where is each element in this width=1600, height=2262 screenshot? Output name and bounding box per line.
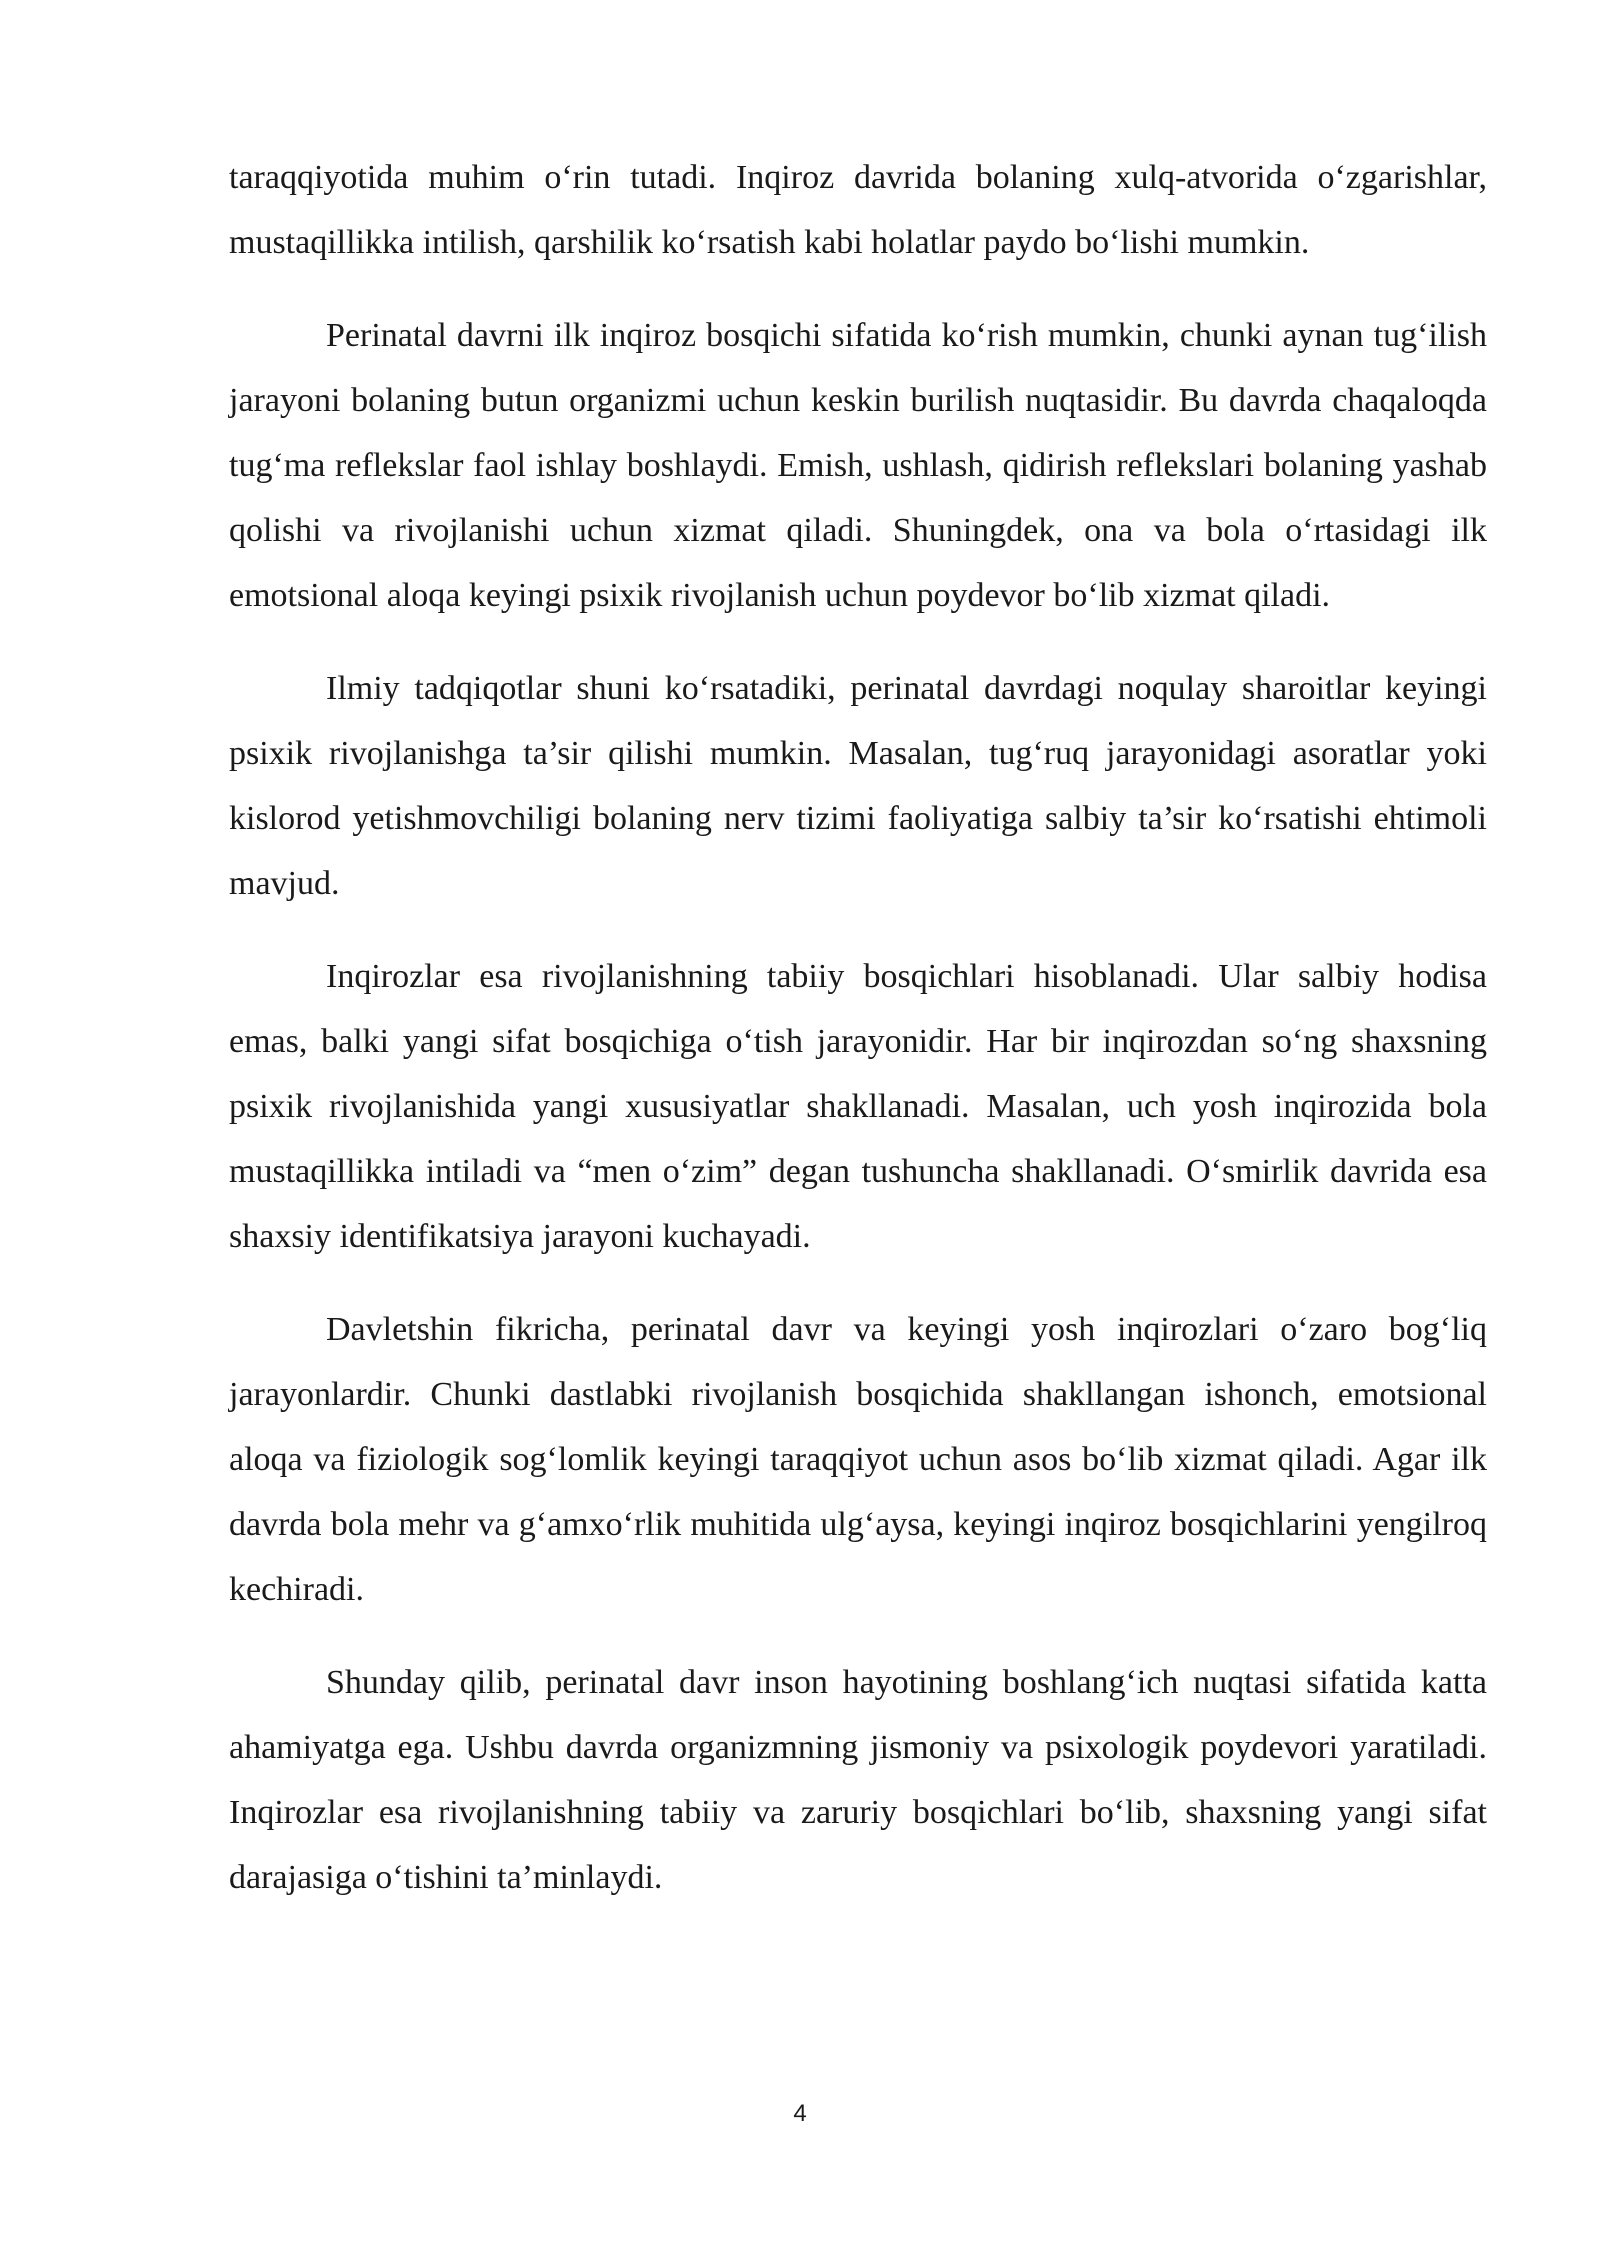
paragraph-4: Inqirozlar esa rivojlanishning tabiiy bosqichlari hisoblanadi. Ular salbiy hodisa emas, balki yangi sifat bosqichiga o‘tish jarayonidir. Har bir inqirozdan so‘ng shaxsning psixik rivojlanishida yangi xususiyatlar shakllanadi. Masalan, uch yosh inqirozida bola mustaqillikka intiladi va “men o‘zim” degan tushuncha shakllanadi. O‘smirlik davrida esa shaxsiy identifikatsiya jarayoni kuchayadi. [229, 958, 1487, 1255]
paragraph-6: Shunday qilib, perinatal davr inson hayotining boshlang‘ich nuqtasi sifatida katta ahamiyatga ega. Ushbu davrda organizmning jismoniy va psixologik poydevori yaratiladi. Inqirozlar esa rivojlanishning tabiiy va zaruriy bosqichlari bo‘lib, shaxsning yangi sifat darajasiga o‘tishini ta’minlaydi. [229, 1664, 1487, 1896]
paragraph-5: Davletshin fikricha, perinatal davr va keyingi yosh inqirozlari o‘zaro bog‘liq jarayonlardir. Chunki dastlabki rivojlanish bosqichida shakllangan ishonch, emotsional aloqa va fiziologik sog‘lomlik keyingi taraqqiyot uchun asos bo‘lib xizmat qiladi. Agar ilk davrda bola mehr va g‘amxo‘rlik muhitida ulg‘aysa, keyingi inqiroz bosqichlarini yengilroq kechiradi. [229, 1311, 1487, 1608]
paragraph-3: Ilmiy tadqiqotlar shuni ko‘rsatadiki, perinatal davrdagi noqulay sharoitlar keyingi psixik rivojlanishga ta’sir qilishi mumkin. Masalan, tug‘ruq jarayonidagi asoratlar yoki kislorod yetishmovchiligi bolaning nerv tizimi faoliyatiga salbiy ta’sir ko‘rsatishi ehtimoli mavjud. [229, 670, 1487, 902]
body-text [229, 145, 1487, 1938]
paragraph-1: taraqqiyotida muhim o‘rin tutadi. Inqiroz davrida bolaning xulq-atvorida o‘zgarishlar, mustaqillikka intilish, qarshilik ko‘rsatish kabi holatlar paydo bo‘lishi mumkin. [229, 159, 1487, 261]
page-number: 4 [793, 2100, 807, 2127]
paragraph-2: Perinatal davrni ilk inqiroz bosqichi sifatida ko‘rish mumkin, chunki aynan tug‘ilish jarayoni bolaning butun organizmi uchun keskin burilish nuqtasidir. Bu davrda chaqaloqda tug‘ma reflekslar faol ishlay boshlaydi. Emish, ushlash, qidirish reflekslari bolaning yashab qolishi va rivojlanishi uchun xizmat qiladi. Shuningdek, ona va bola o‘rtasidagi ilk emotsional aloqa keyingi psixik rivojlanish uchun poydevor bo‘lib xizmat qiladi. [229, 317, 1487, 614]
